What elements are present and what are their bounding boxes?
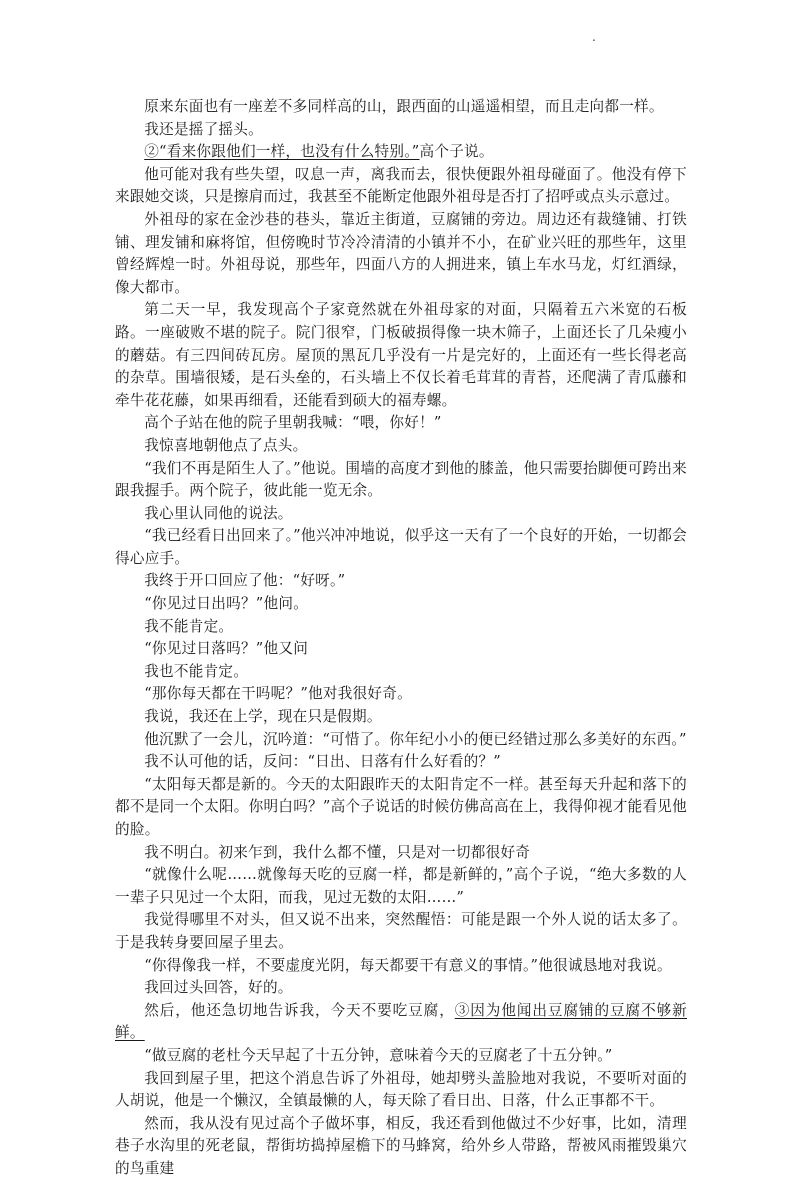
paragraph: “我已经看日出回来了。”他兴冲冲地说，似乎这一天有了一个良好的开始，一切都会得心应手。 — [115, 527, 687, 567]
paragraph: 我回过头回答，好的。 — [144, 979, 293, 997]
paragraph: 原来东面也有一座差不多同样高的山，跟西面的山遥遥相望，而且走向都一样。 — [144, 98, 664, 115]
paragraph: “你见过日出吗？”他问。 — [144, 595, 309, 613]
paragraph: 外祖母的家在金沙巷的巷头，靠近主街道，豆腐铺的旁边。周边还有裁缝铺、打铁铺、理发铺和麻将馆，但傍晚时节冷冷清清的小镇并不小，在矿业兴旺的那些年，这里曾经辉煌一时。外祖母说，那些年，四面八方的人拥进来，镇上车水马龙，灯红酒绿，像大都市。 — [115, 210, 687, 296]
paragraph: “我们不再是陌生人了。”他说。围墙的高度才到他的膝盖，他只需要抬脚便可跨出来跟我握手。两个院子，彼此能一览无余。 — [115, 459, 687, 500]
paragraph: “就像什么呢……就像每天吃的豆腐一样，都是新鲜的，”高个子说，“绝大多数的人一辈子只见过一个太阳，而我，见过无数的太阳……” — [115, 866, 687, 906]
paragraph: 我不明白。初来乍到，我什么都不懂，只是对一切都很好奇 — [144, 843, 531, 861]
paragraph: 我终于开口回应了他：“好呀。” — [144, 572, 346, 590]
paragraph: 我心里认同他的说法。 — [144, 504, 293, 522]
paragraph: 我说，我还在上学，现在只是假期。 — [144, 708, 382, 726]
paragraph: “你得像我一样，不要虚度光阴，每天都要干有意义的事情。”他很诚恳地对我说。 — [144, 956, 672, 974]
paragraph: 我惊喜地朝他点了点头。 — [144, 436, 308, 454]
paragraph: 我不能肯定。 — [144, 617, 234, 635]
paragraph: 高个子站在他的院子里朝我喊：“喂，你好！” — [144, 414, 442, 432]
page-marker: . — [592, 30, 596, 44]
paragraph-annotated-3 — [115, 1000, 687, 1045]
paragraph: 我也不能肯定。 — [144, 662, 249, 680]
plain-text: 然后，他还急切地告诉我，今天不要吃豆腐， — [144, 1001, 455, 1019]
story-text — [115, 96, 687, 1181]
paragraph: 我不认可他的话，反问：“日出、日落有什么好看的？” — [144, 753, 502, 771]
paragraph: “你见过日落吗？”他又问 — [144, 640, 309, 658]
paragraph: 第二天一早，我发现高个子家竟然就在外祖母家的对面，只隔着五六米宽的石板路。一座破败不堪的院子。院门很窄，门板破损得像一块木筛子，上面还长了几朵瘦小的蘑菇。有三四间砖瓦房。屋顶的黑瓦几乎没有一片是完好的，上面还有一些长得老高的杂草。围墙很矮，是石头垒的，石头墙上不仅长着毛茸茸的青苔，还爬满了青瓜藤和牵牛花花藤，如果再细看，还能看到硕大的福寿螺。 — [115, 301, 687, 409]
plain-text: 高个子说。 — [419, 143, 494, 161]
paragraph: 他可能对我有些失望，叹息一声，离我而去，很快便跟外祖母碰面了。他没有停下来跟她交谈，只是擦肩而过，我甚至不能断定他跟外祖母是否打了招呼或点头示意过。 — [115, 165, 687, 206]
paragraph: 我还是摇了摇头。 — [144, 120, 263, 138]
underlined-sentence-3: ③因为他闻出豆腐铺的豆腐不够新鲜。 — [115, 1001, 687, 1042]
paragraph-annotated-2 — [115, 141, 687, 164]
paragraph: 然而，我从没有见过高个子做坏事，相反，我还看到他做过不少好事，比如，清理巷子水沟里的死老鼠，帮街坊捣掉屋檐下的马蜂窝，给外乡人带路，帮被风雨摧毁巢穴的鸟重建 — [115, 1114, 687, 1177]
paragraph: “太阳每天都是新的。今天的太阳跟昨天的太阳肯定不一样。甚至每天升起和落下的都不是同一个太阳。你明白吗？”高个子说话的时候仿佛高高在上，我得仰视才能看见他的脸。 — [115, 775, 687, 838]
paragraph: 他沉默了一会儿，沉吟道：“可惜了。你年纪小小的便已经错过那么多美好的东西。” — [144, 730, 687, 748]
paragraph: “做豆腐的老杜今天早起了十五分钟，意味着今天的豆腐老了十五分钟。” — [144, 1046, 613, 1064]
underlined-sentence-2: ②“看来你跟他们一样，也没有什么特别。” — [144, 143, 420, 161]
paragraph: 我觉得哪里不对头，但又说不出来，突然醒悟：可能是跟一个外人说的话太多了。于是我转身要回屋子里去。 — [115, 911, 687, 951]
paragraph: “那你每天都在干吗呢？”他对我很好奇。 — [144, 685, 412, 703]
paragraph: 我回到屋子里，把这个消息告诉了外祖母，她却劈头盖脸地对我说，不要听对面的人胡说，他是一个懒汉，全镇最懒的人，每天除了看日出、日落，什么正事都不干。 — [115, 1069, 687, 1110]
